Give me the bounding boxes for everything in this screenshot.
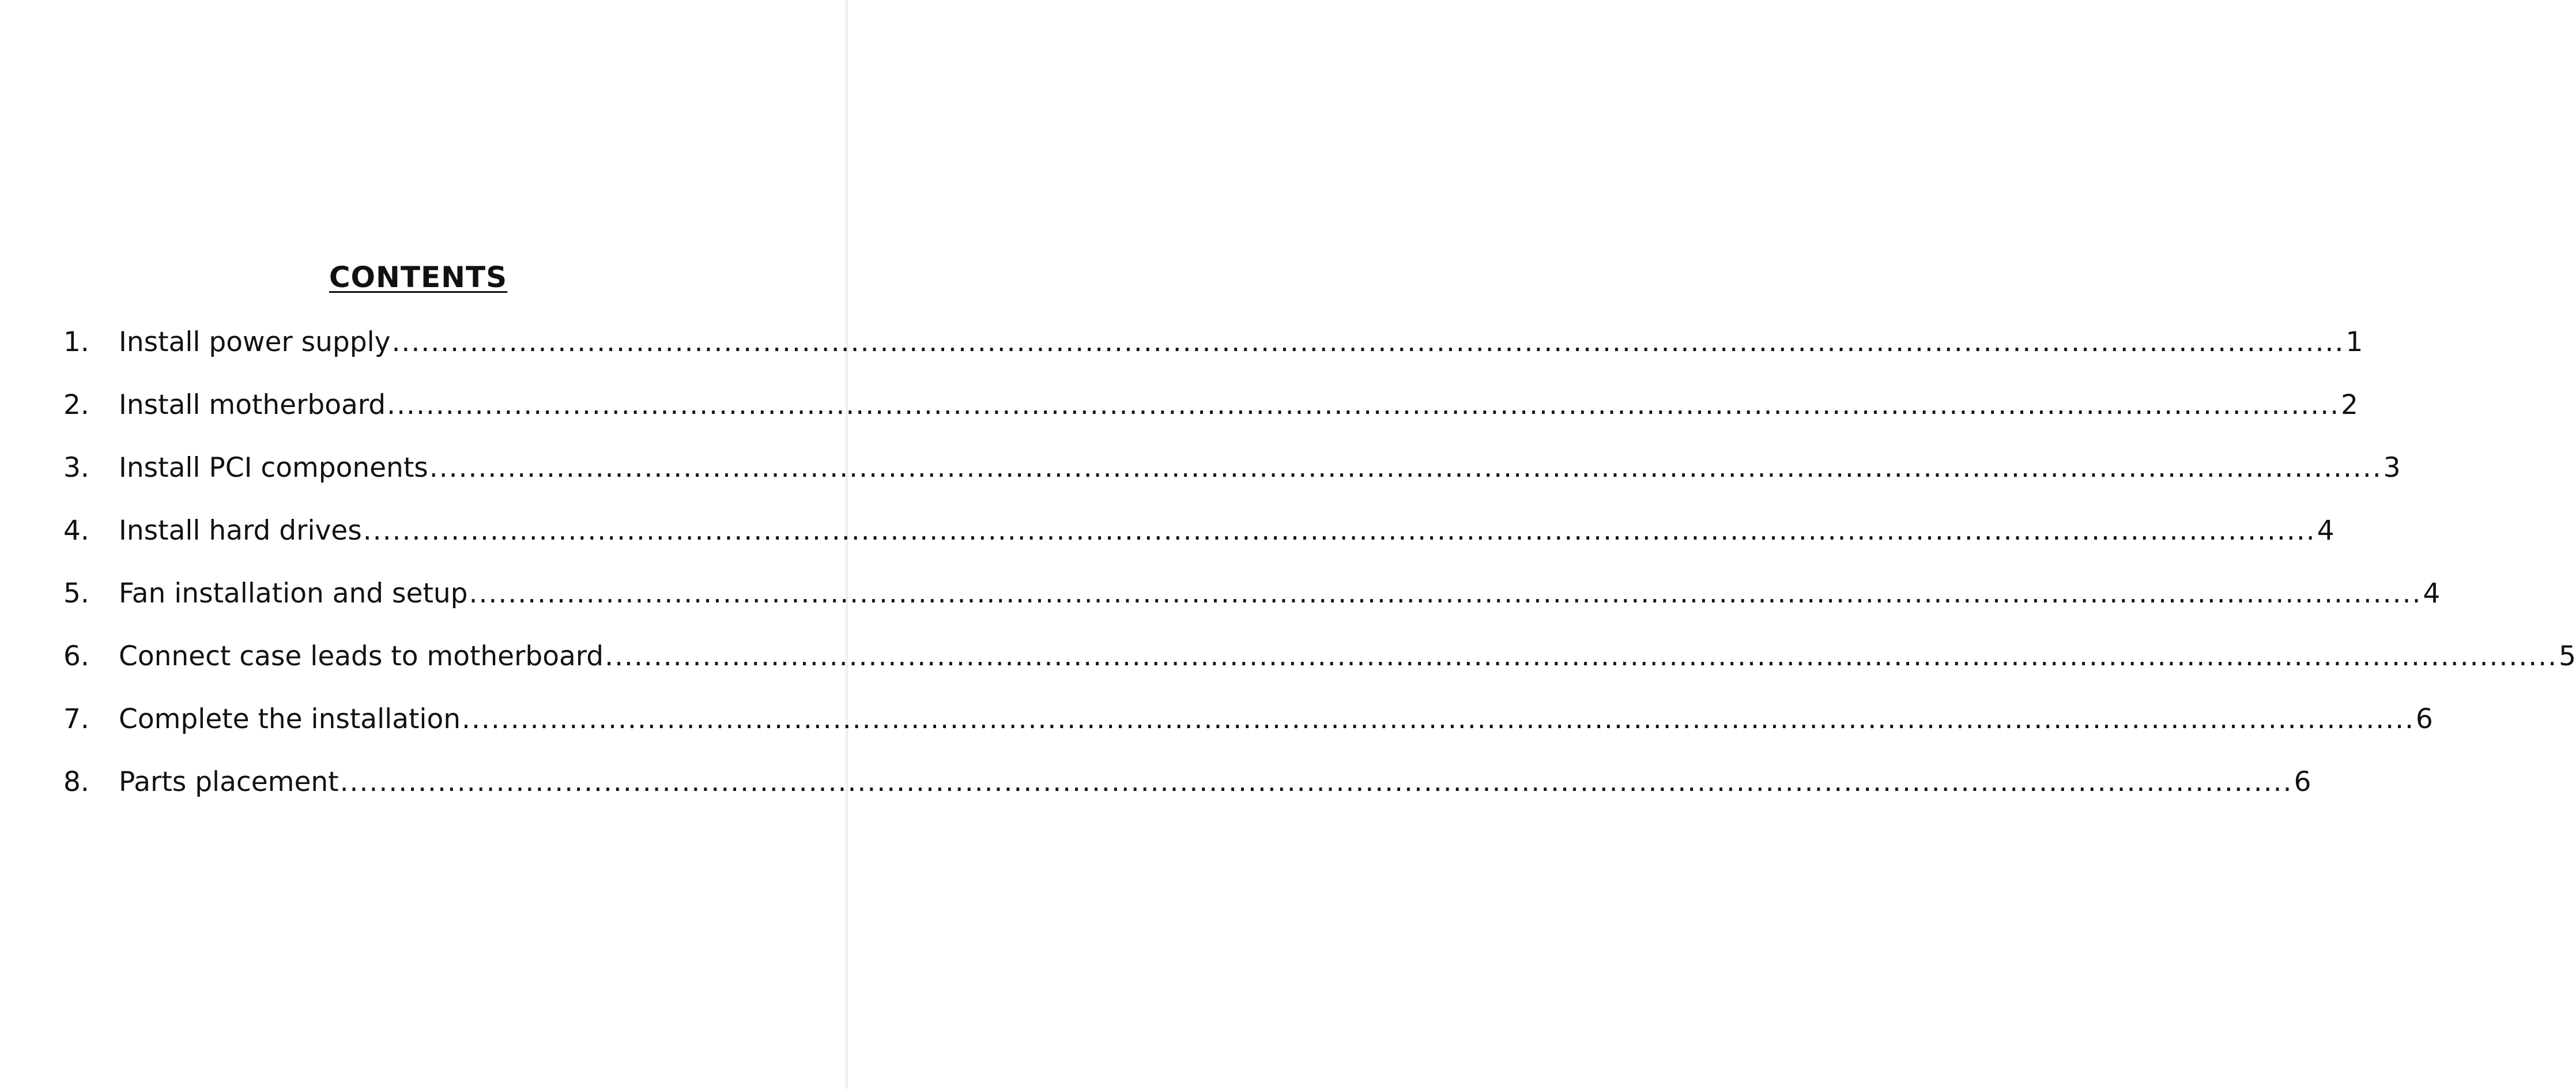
toc-entry-number: 2. [63, 389, 89, 421]
toc-entry [63, 511, 2334, 574]
toc-entry [63, 449, 2401, 511]
toc-entry-number: 1. [63, 326, 89, 358]
toc-entry-page: 5 [2559, 640, 2576, 672]
toc-entry-label: Install hard drives [119, 515, 362, 547]
toc-leader-dots: ........................................................................................................................................................................................................ [429, 452, 2382, 484]
toc-entry-page: 6 [2294, 766, 2311, 798]
toc-entry [63, 763, 2311, 826]
toc-entry-label: Install motherboard [119, 389, 386, 421]
toc-entry-number: 7. [63, 703, 89, 735]
toc-entry-label: Fan installation and setup [119, 578, 468, 609]
table-of-contents [63, 323, 2576, 826]
toc-leader-dots: ........................................................................................................................................................................................................ [363, 515, 2316, 547]
toc-entry [63, 323, 2363, 386]
toc-entry-page: 6 [2416, 703, 2433, 735]
toc-entry-label: Complete the installation [119, 703, 461, 735]
toc-leader-dots: ........................................................................................................................................................................................................ [462, 703, 2415, 735]
toc-leader-dots: ........................................................................................................................................................................................................ [469, 578, 2422, 609]
toc-leader-dots: ........................................................................................................................................................................................................ [387, 389, 2340, 421]
toc-entry-number: 4. [63, 515, 89, 547]
toc-entry-number: 8. [63, 766, 89, 798]
toc-entry [63, 574, 2441, 637]
page-title [0, 260, 836, 295]
toc-leader-dots: ........................................................................................................................................................................................................ [340, 766, 2293, 798]
toc-entry [63, 637, 2576, 700]
toc-entry-page: 4 [2423, 578, 2441, 609]
toc-entry-page: 1 [2345, 326, 2363, 358]
toc-entry-label: Parts placement [119, 766, 339, 798]
toc-entry [63, 700, 2433, 763]
toc-entry-page: 4 [2317, 515, 2334, 547]
toc-entry [63, 386, 2359, 449]
toc-entry-label: Install PCI components [119, 452, 428, 484]
toc-leader-dots: ........................................................................................................................................................................................................ [391, 326, 2345, 358]
toc-entry-label: Connect case leads to motherboard [119, 640, 604, 672]
toc-entry-page: 3 [2383, 452, 2401, 484]
page-title-text: CONTENTS [329, 260, 508, 294]
toc-entry-page: 2 [2341, 389, 2359, 421]
toc-entry-number: 3. [63, 452, 89, 484]
toc-leader-dots: ........................................................................................................................................................................................................ [605, 640, 2558, 672]
toc-entry-number: 6. [63, 640, 89, 672]
toc-entry-number: 5. [63, 578, 89, 609]
toc-entry-label: Install power supply [119, 326, 391, 358]
